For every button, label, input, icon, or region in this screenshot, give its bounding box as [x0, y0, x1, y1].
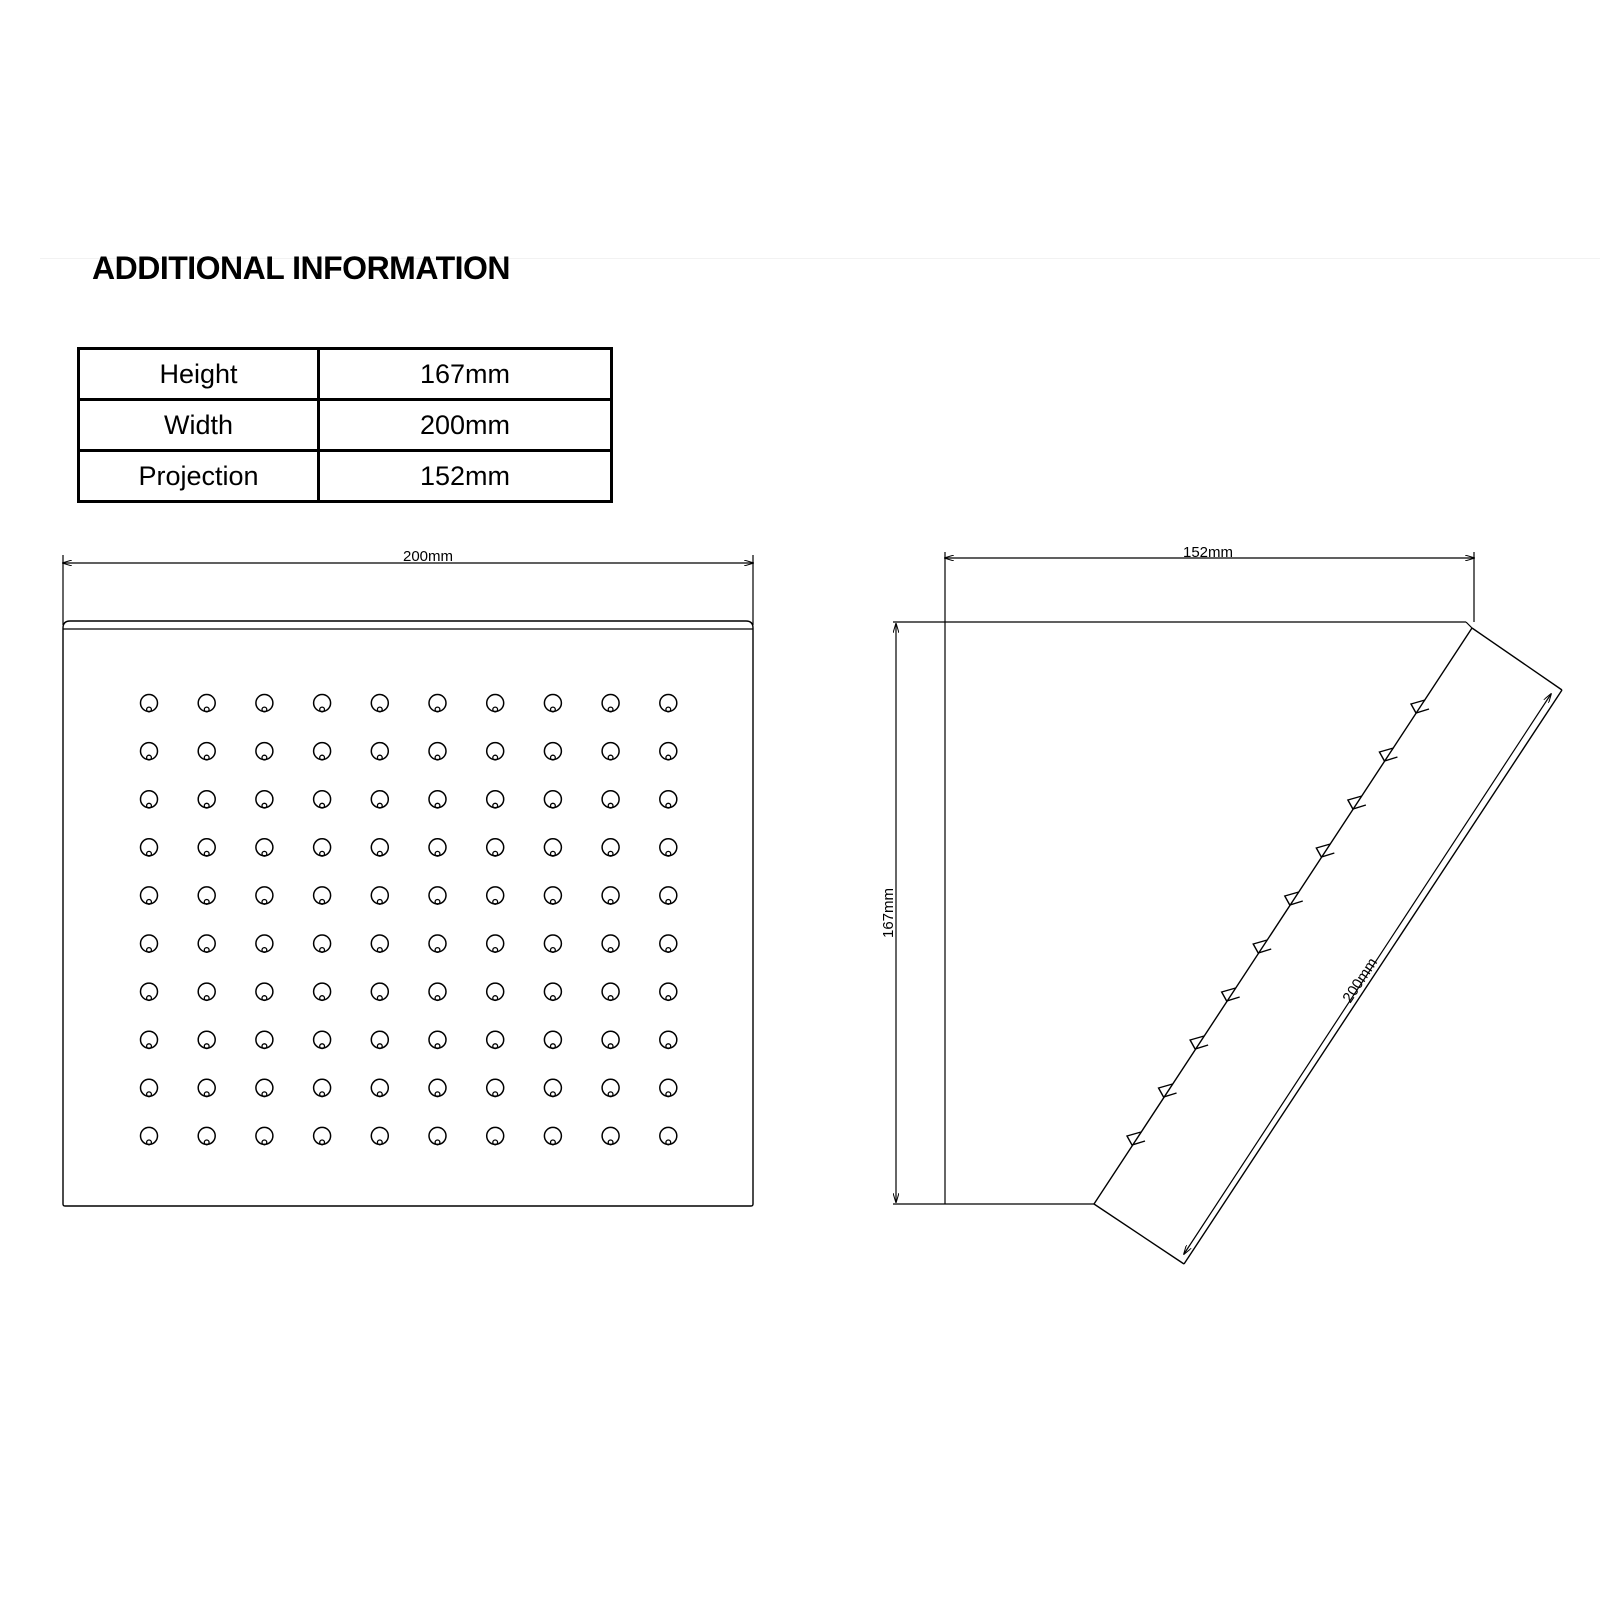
side-bottom-end-cap	[1094, 1204, 1184, 1264]
nozzle-ring	[660, 791, 677, 808]
nozzle	[660, 887, 677, 904]
nozzle-ring	[141, 791, 158, 808]
nozzle-ring	[602, 839, 619, 856]
nozzle-ring	[256, 1127, 273, 1144]
nozzle	[198, 1127, 215, 1144]
nozzle-ring	[602, 1079, 619, 1096]
nozzle-ring	[429, 791, 446, 808]
nozzle	[660, 983, 677, 1000]
nozzle-ring	[544, 935, 561, 952]
nozzle-ring	[314, 791, 331, 808]
nozzle	[256, 935, 273, 952]
nozzle	[544, 983, 561, 1000]
side-projection-label: 152mm	[1182, 544, 1234, 561]
nozzle	[487, 1127, 504, 1144]
nozzle	[487, 1031, 504, 1048]
nozzle-ring	[141, 695, 158, 712]
nozzle-ring	[544, 743, 561, 760]
nozzle	[314, 887, 331, 904]
nozzle-ring	[314, 1127, 331, 1144]
nozzle	[544, 1031, 561, 1048]
nozzle-ring	[602, 743, 619, 760]
nozzle	[371, 791, 388, 808]
nozzle	[141, 743, 158, 760]
nozzle-ring	[256, 935, 273, 952]
nozzle	[314, 983, 331, 1000]
nozzle	[256, 839, 273, 856]
nozzle-ring	[256, 695, 273, 712]
nozzle	[256, 1031, 273, 1048]
nozzle	[314, 1031, 331, 1048]
nozzle	[314, 839, 331, 856]
shower-head-front-outline	[63, 621, 753, 1206]
nozzle	[256, 1079, 273, 1096]
nozzle-ring	[429, 1127, 446, 1144]
nozzle-ring	[660, 839, 677, 856]
nozzle	[660, 743, 677, 760]
side-nozzle-face	[1094, 628, 1472, 1204]
nozzle	[314, 935, 331, 952]
nozzle	[429, 1031, 446, 1048]
nozzle	[141, 839, 158, 856]
nozzle	[141, 1127, 158, 1144]
nozzle	[487, 695, 504, 712]
nozzle-ring	[544, 1079, 561, 1096]
nozzle-ring	[487, 839, 504, 856]
nozzle	[429, 743, 446, 760]
nozzle-ring	[602, 1127, 619, 1144]
nozzle-ring	[371, 887, 388, 904]
nozzle	[602, 1031, 619, 1048]
nozzle	[660, 695, 677, 712]
nozzle-ring	[544, 1031, 561, 1048]
nozzle-ring	[141, 743, 158, 760]
nozzle-ring	[198, 695, 215, 712]
nozzle-ring	[314, 695, 331, 712]
nozzle	[371, 1127, 388, 1144]
nozzle-ring	[602, 695, 619, 712]
nozzle-ring	[602, 983, 619, 1000]
nozzle	[198, 695, 215, 712]
nozzle	[256, 695, 273, 712]
nozzle-ring	[660, 695, 677, 712]
nozzle	[487, 839, 504, 856]
nozzle	[429, 1079, 446, 1096]
nozzle-ring	[198, 1127, 215, 1144]
nozzle	[141, 983, 158, 1000]
nozzle-ring	[141, 839, 158, 856]
nozzle	[544, 935, 561, 952]
nozzle	[314, 791, 331, 808]
nozzle	[371, 839, 388, 856]
nozzle-ring	[429, 1031, 446, 1048]
nozzle	[602, 743, 619, 760]
nozzle-ring	[544, 887, 561, 904]
side-nozzle	[1127, 1132, 1145, 1145]
nozzle-ring	[429, 983, 446, 1000]
nozzle-ring	[487, 743, 504, 760]
nozzle-ring	[371, 935, 388, 952]
nozzle-ring	[660, 887, 677, 904]
nozzle	[371, 743, 388, 760]
nozzle	[141, 887, 158, 904]
front-view	[63, 548, 753, 1206]
nozzle	[371, 983, 388, 1000]
nozzle	[429, 695, 446, 712]
nozzle-ring	[141, 983, 158, 1000]
nozzle	[487, 1079, 504, 1096]
nozzle-ring	[198, 839, 215, 856]
page-heading: ADDITIONAL INFORMATION	[92, 250, 510, 286]
nozzle-ring	[198, 791, 215, 808]
nozzle-ring	[314, 839, 331, 856]
nozzle	[141, 695, 158, 712]
nozzle	[544, 1079, 561, 1096]
nozzle-ring	[314, 935, 331, 952]
nozzle	[429, 887, 446, 904]
nozzle	[429, 791, 446, 808]
spec-value-height: 167mm	[319, 349, 612, 400]
front-width-label: 200mm	[402, 548, 454, 565]
nozzle	[487, 983, 504, 1000]
nozzle	[256, 887, 273, 904]
nozzle	[198, 935, 215, 952]
nozzle-ring	[256, 791, 273, 808]
nozzle	[544, 887, 561, 904]
nozzle	[141, 1079, 158, 1096]
nozzle-ring	[141, 887, 158, 904]
nozzle	[602, 791, 619, 808]
side-view	[880, 544, 1562, 1264]
nozzle	[487, 935, 504, 952]
nozzle	[256, 791, 273, 808]
nozzle-ring	[256, 887, 273, 904]
nozzle	[602, 839, 619, 856]
nozzle-ring	[660, 1127, 677, 1144]
nozzle-ring	[660, 1079, 677, 1096]
nozzle	[198, 983, 215, 1000]
nozzle-ring	[660, 1031, 677, 1048]
nozzle-ring	[602, 791, 619, 808]
nozzle	[487, 887, 504, 904]
side-nozzle	[1159, 1084, 1177, 1097]
nozzle-ring	[487, 1127, 504, 1144]
nozzle-ring	[544, 1127, 561, 1144]
nozzle-ring	[141, 1127, 158, 1144]
nozzle	[544, 1127, 561, 1144]
nozzle-ring	[256, 1031, 273, 1048]
nozzle	[660, 935, 677, 952]
nozzle-ring	[256, 1079, 273, 1096]
nozzle-ring	[314, 983, 331, 1000]
side-back-face	[1184, 690, 1562, 1264]
nozzle-ring	[429, 1079, 446, 1096]
nozzle-ring	[198, 743, 215, 760]
nozzle	[198, 839, 215, 856]
nozzle	[602, 1127, 619, 1144]
nozzle	[314, 1127, 331, 1144]
spec-label-width: Width	[79, 400, 319, 451]
nozzle-ring	[487, 887, 504, 904]
nozzle-ring	[256, 839, 273, 856]
nozzle-grid	[141, 695, 677, 1145]
nozzle	[256, 983, 273, 1000]
nozzle	[487, 743, 504, 760]
nozzle-ring	[198, 887, 215, 904]
side-nozzle	[1190, 1036, 1208, 1049]
spec-label-projection: Projection	[79, 451, 319, 502]
nozzle-ring	[371, 1079, 388, 1096]
nozzle-ring	[371, 791, 388, 808]
nozzle-ring	[141, 1079, 158, 1096]
nozzle	[371, 1031, 388, 1048]
side-top-end-cap	[1472, 628, 1562, 690]
nozzle-ring	[487, 695, 504, 712]
nozzle-ring	[371, 743, 388, 760]
nozzle-ring	[371, 839, 388, 856]
nozzle	[314, 695, 331, 712]
side-face-label: 200mm	[1339, 954, 1382, 1007]
nozzle-ring	[198, 1079, 215, 1096]
spec-value-width: 200mm	[319, 400, 612, 451]
nozzle-ring	[487, 983, 504, 1000]
nozzle-ring	[371, 983, 388, 1000]
nozzle	[141, 935, 158, 952]
nozzle	[141, 791, 158, 808]
nozzle	[256, 743, 273, 760]
nozzle	[429, 839, 446, 856]
nozzle-ring	[544, 695, 561, 712]
nozzle-ring	[141, 935, 158, 952]
nozzle-ring	[544, 839, 561, 856]
nozzle	[544, 839, 561, 856]
nozzle	[256, 1127, 273, 1144]
nozzle-ring	[544, 791, 561, 808]
nozzle-ring	[660, 743, 677, 760]
nozzle	[371, 887, 388, 904]
nozzle-ring	[314, 887, 331, 904]
nozzle	[660, 1031, 677, 1048]
nozzle	[314, 1079, 331, 1096]
nozzle-ring	[371, 1031, 388, 1048]
nozzle-ring	[198, 1031, 215, 1048]
nozzle-ring	[256, 983, 273, 1000]
nozzle-ring	[660, 983, 677, 1000]
spec-label-height: Height	[79, 349, 319, 400]
nozzle-ring	[371, 1127, 388, 1144]
nozzle	[602, 1079, 619, 1096]
nozzle	[141, 1031, 158, 1048]
nozzle-ring	[429, 743, 446, 760]
nozzle	[198, 791, 215, 808]
nozzle	[544, 695, 561, 712]
nozzle	[602, 983, 619, 1000]
nozzle-ring	[314, 1079, 331, 1096]
nozzle-ring	[487, 791, 504, 808]
nozzle-ring	[602, 887, 619, 904]
nozzle	[429, 935, 446, 952]
side-upper-end	[1466, 622, 1472, 628]
nozzle-ring	[198, 935, 215, 952]
spec-value-projection: 152mm	[319, 451, 612, 502]
nozzle-ring	[429, 887, 446, 904]
nozzle-ring	[487, 935, 504, 952]
nozzle-ring	[429, 839, 446, 856]
nozzle-ring	[487, 1079, 504, 1096]
nozzle	[660, 791, 677, 808]
nozzle	[660, 839, 677, 856]
nozzle	[544, 743, 561, 760]
nozzle-ring	[602, 935, 619, 952]
nozzle	[429, 1127, 446, 1144]
side-height-label: 167mm	[880, 887, 897, 939]
nozzle-ring	[429, 695, 446, 712]
nozzle	[314, 743, 331, 760]
nozzle	[544, 791, 561, 808]
nozzle	[198, 887, 215, 904]
nozzle	[198, 1031, 215, 1048]
nozzle	[602, 935, 619, 952]
nozzle-ring	[198, 983, 215, 1000]
nozzle	[371, 695, 388, 712]
nozzle-ring	[487, 1031, 504, 1048]
nozzle	[198, 743, 215, 760]
nozzle-ring	[141, 1031, 158, 1048]
nozzle-ring	[660, 935, 677, 952]
nozzle	[371, 935, 388, 952]
nozzle	[660, 1079, 677, 1096]
nozzle-ring	[429, 935, 446, 952]
nozzle-ring	[602, 1031, 619, 1048]
nozzle-ring	[371, 695, 388, 712]
nozzle	[602, 695, 619, 712]
nozzle	[602, 887, 619, 904]
nozzle-ring	[314, 743, 331, 760]
nozzle-ring	[314, 1031, 331, 1048]
nozzle	[660, 1127, 677, 1144]
nozzle	[429, 983, 446, 1000]
nozzle	[487, 791, 504, 808]
nozzle-ring	[256, 743, 273, 760]
nozzle-ring	[544, 983, 561, 1000]
nozzle	[371, 1079, 388, 1096]
nozzle	[198, 1079, 215, 1096]
